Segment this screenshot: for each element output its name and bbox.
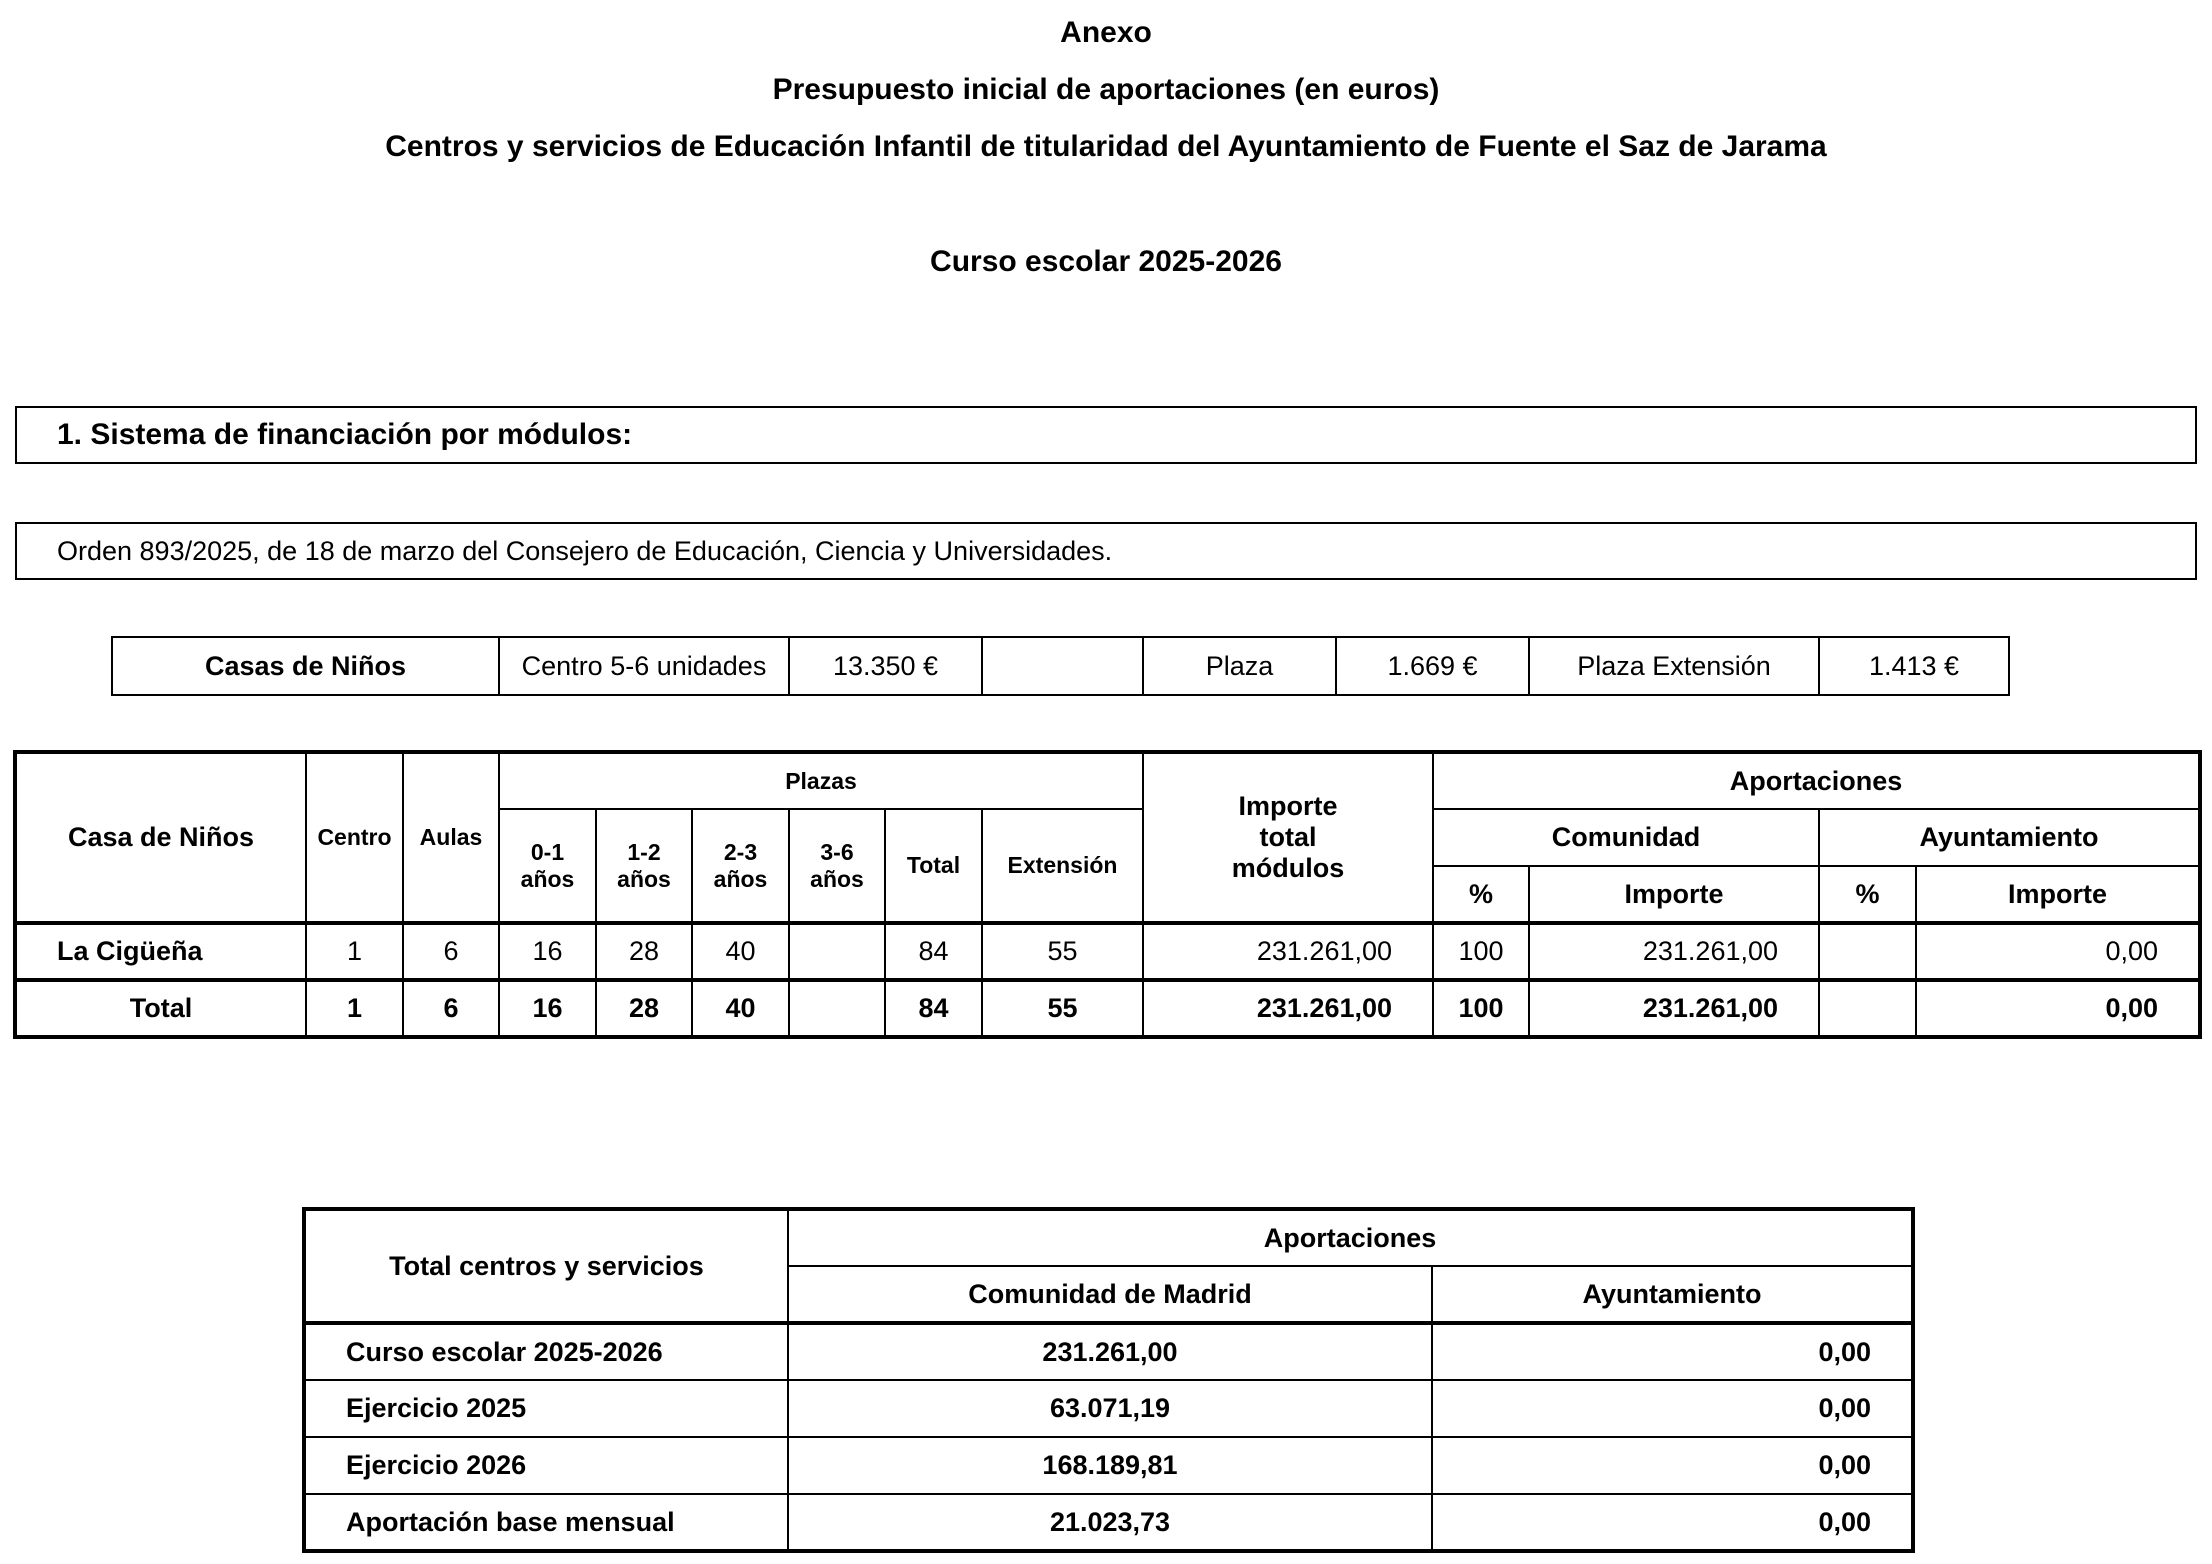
order-reference-box — [15, 522, 2197, 580]
summary-row-ayuntamiento: 0,00 — [1432, 1380, 1913, 1437]
rates-plaza-label: Plaza — [1143, 637, 1336, 695]
header-comunidad-importe: Importe — [1529, 866, 1819, 923]
header-age-3-6-range: 3-6 — [820, 838, 854, 865]
document-subtitle: Presupuesto inicial de aportaciones (en euros) — [772, 73, 1440, 106]
row-comunidad-importe: 231.261,00 — [1529, 923, 1819, 980]
rates-extension-value: 1.413 € — [1819, 637, 2009, 695]
header-total: Total — [885, 809, 982, 923]
summary-row — [304, 1323, 1913, 1380]
header-casa: Casa de Niños — [15, 752, 306, 923]
total-ayuntamiento-importe: 0,00 — [1916, 980, 2200, 1037]
table-row — [15, 923, 2200, 980]
summary-row — [304, 1380, 1913, 1437]
row-plazas-2-3: 40 — [692, 923, 789, 980]
summary-row-label: Ejercicio 2026 — [304, 1437, 788, 1494]
rates-extension-label: Plaza Extensión — [1529, 637, 1819, 695]
summary-aportaciones: Aportaciones — [788, 1209, 1913, 1266]
summary-row-ayuntamiento: 0,00 — [1432, 1437, 1913, 1494]
summary-row-label: Aportación base mensual — [304, 1494, 788, 1551]
summary-row-comunidad: 21.023,73 — [788, 1494, 1432, 1551]
annex-title: Anexo — [1060, 16, 1152, 49]
row-extension: 55 — [982, 923, 1143, 980]
header-age-0-1-range: 0-1 — [530, 838, 565, 865]
header-comunidad-pct: % — [1433, 866, 1529, 923]
row-importe-total: 231.261,00 — [1143, 923, 1433, 980]
header-centro: Centro — [306, 752, 403, 923]
total-plazas-0-1: 16 — [499, 980, 596, 1037]
row-aulas: 6 — [403, 923, 499, 980]
header-age-1-2 — [596, 809, 692, 923]
total-ayuntamiento-pct — [1819, 980, 1916, 1037]
header-age-1-2-unit: años — [617, 865, 671, 892]
total-comunidad-pct: 100 — [1433, 980, 1529, 1037]
row-plazas-3-6 — [789, 923, 885, 980]
header-plazas: Plazas — [499, 752, 1143, 809]
order-reference: Orden 893/2025, de 18 de marzo del Consejero de Educación, Ciencia y Universidades. — [57, 535, 1113, 566]
rates-table — [111, 636, 2010, 696]
row-ayuntamiento-pct — [1819, 923, 1916, 980]
total-name: Total — [15, 980, 306, 1037]
header-aulas: Aulas — [403, 752, 499, 923]
total-row — [15, 980, 2200, 1037]
summary-row-comunidad: 231.261,00 — [788, 1323, 1432, 1380]
row-ayuntamiento-importe: 0,00 — [1916, 923, 2200, 980]
header-aportaciones: Aportaciones — [1433, 752, 2200, 809]
row-comunidad-pct: 100 — [1433, 923, 1529, 980]
rates-centro-value: 13.350 € — [789, 637, 982, 695]
header-age-3-6 — [789, 809, 885, 923]
header-importe-line2: total — [1259, 822, 1317, 852]
header-age-0-1 — [499, 809, 596, 923]
header-age-0-1-unit: años — [520, 865, 575, 892]
header-comunidad: Comunidad — [1433, 809, 1819, 866]
header-importe-line3: módulos — [1231, 853, 1345, 883]
summary-col-ayuntamiento: Ayuntamiento — [1432, 1266, 1913, 1323]
row-name: La Cigüeña — [15, 923, 306, 980]
summary-row — [304, 1437, 1913, 1494]
header-ayuntamiento: Ayuntamiento — [1819, 809, 2200, 866]
summary-table — [302, 1207, 1915, 1553]
header-age-2-3-unit: años — [713, 865, 768, 892]
header-age-3-6-unit: años — [810, 865, 864, 892]
total-plazas-total: 84 — [885, 980, 982, 1037]
summary-row-comunidad: 63.071,19 — [788, 1380, 1432, 1437]
total-centro: 1 — [306, 980, 403, 1037]
total-importe-total: 231.261,00 — [1143, 980, 1433, 1037]
summary-row-label: Curso escolar 2025-2026 — [304, 1323, 788, 1380]
summary-row-comunidad: 168.189,81 — [788, 1437, 1432, 1494]
header-importe-total — [1143, 752, 1433, 923]
total-comunidad-importe: 231.261,00 — [1529, 980, 1819, 1037]
total-plazas-1-2: 28 — [596, 980, 692, 1037]
summary-title: Total centros y servicios — [304, 1209, 788, 1323]
rates-empty-cell — [982, 637, 1143, 695]
summary-row-label: Ejercicio 2025 — [304, 1380, 788, 1437]
rates-plaza-value: 1.669 € — [1336, 637, 1529, 695]
main-table — [13, 750, 2202, 1039]
rates-centro-label: Centro 5-6 unidades — [499, 637, 789, 695]
header-ayuntamiento-importe: Importe — [1916, 866, 2200, 923]
row-centro: 1 — [306, 923, 403, 980]
header-age-2-3 — [692, 809, 789, 923]
rates-label: Casas de Niños — [112, 637, 499, 695]
total-plazas-2-3: 40 — [692, 980, 789, 1037]
summary-row-ayuntamiento: 0,00 — [1432, 1494, 1913, 1551]
row-plazas-total: 84 — [885, 923, 982, 980]
summary-row — [304, 1494, 1913, 1551]
document-description: Centros y servicios de Educación Infantil de titularidad del Ayuntamiento de Fuente el Saz de Jarama — [385, 130, 1827, 163]
header-age-1-2-range: 1-2 — [627, 838, 661, 865]
course-title: Curso escolar 2025-2026 — [930, 245, 1282, 278]
header-age-2-3-range: 2-3 — [723, 838, 758, 865]
row-plazas-0-1: 16 — [499, 923, 596, 980]
total-extension: 55 — [982, 980, 1143, 1037]
header-importe-line1: Importe — [1238, 791, 1338, 821]
row-plazas-1-2: 28 — [596, 923, 692, 980]
total-plazas-3-6 — [789, 980, 885, 1037]
summary-row-ayuntamiento: 0,00 — [1432, 1323, 1913, 1380]
summary-col-comunidad: Comunidad de Madrid — [788, 1266, 1432, 1323]
section-title-box — [15, 406, 2197, 464]
section-title: 1. Sistema de financiación por módulos: — [57, 418, 633, 451]
header-ayuntamiento-pct: % — [1819, 866, 1916, 923]
total-aulas: 6 — [403, 980, 499, 1037]
header-extension: Extensión — [982, 809, 1143, 923]
